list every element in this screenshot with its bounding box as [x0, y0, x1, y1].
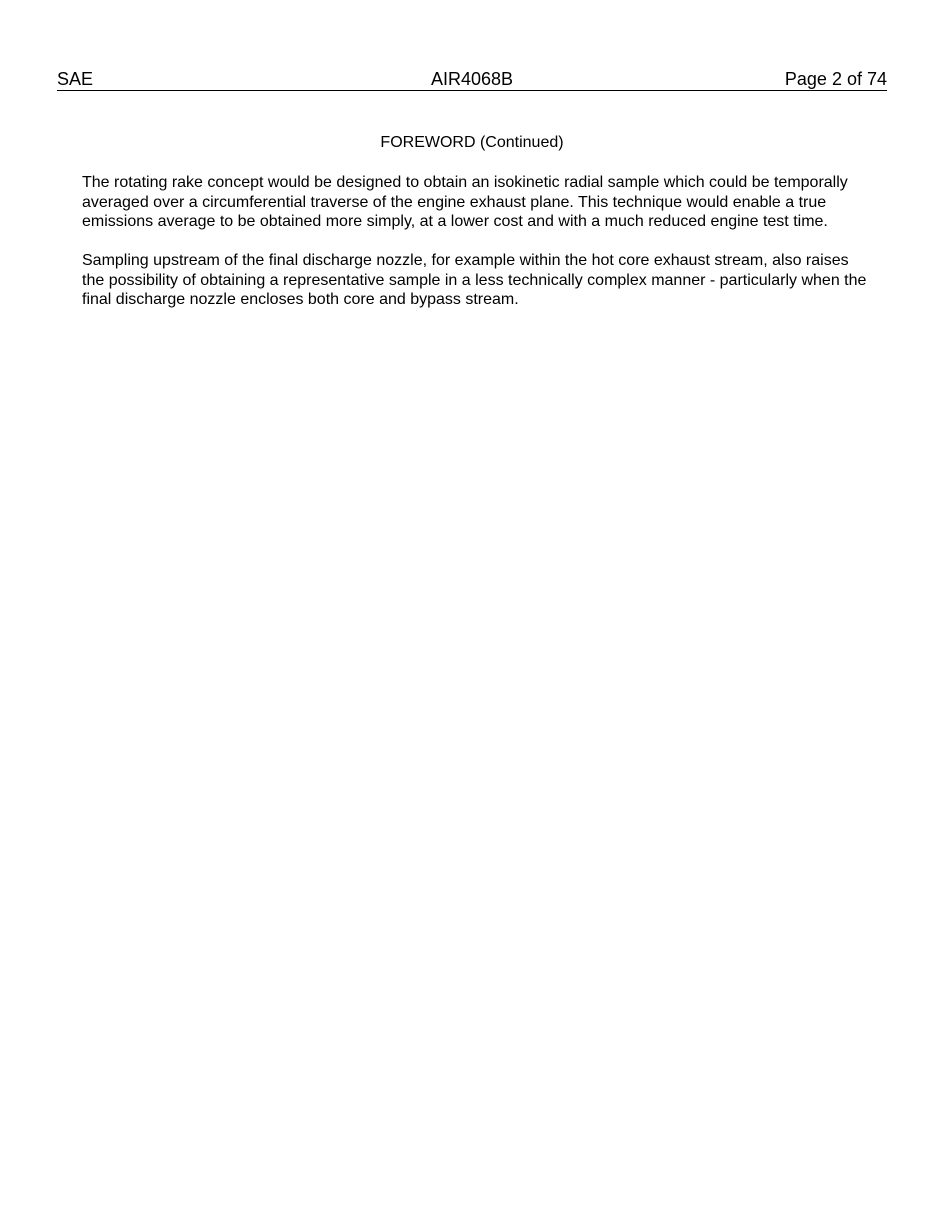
paragraph: The rotating rake concept would be designed to obtain an isokinetic radial sample which could be temporally averaged over a circumferential traverse of the engine exhaust plane. This technique would enable a true emissions average to be obtained more simply, at a lower cost and with a much reduced engine test time. [82, 174, 848, 230]
body-text [82, 173, 872, 329]
paragraph: Sampling upstream of the final discharge nozzle, for example within the hot core exhaust stream, also raises the possibility of obtaining a representative sample in a less technically complex manner - particularly when the final discharge nozzle encloses both core and bypass stream. [82, 252, 867, 308]
document-number: AIR4068B [430, 69, 514, 89]
section-title: FOREWORD (Continued) [380, 134, 564, 151]
page-number: Page 2 of 74 [784, 69, 887, 89]
page-header [57, 68, 887, 91]
organization-label: SAE [57, 69, 94, 89]
